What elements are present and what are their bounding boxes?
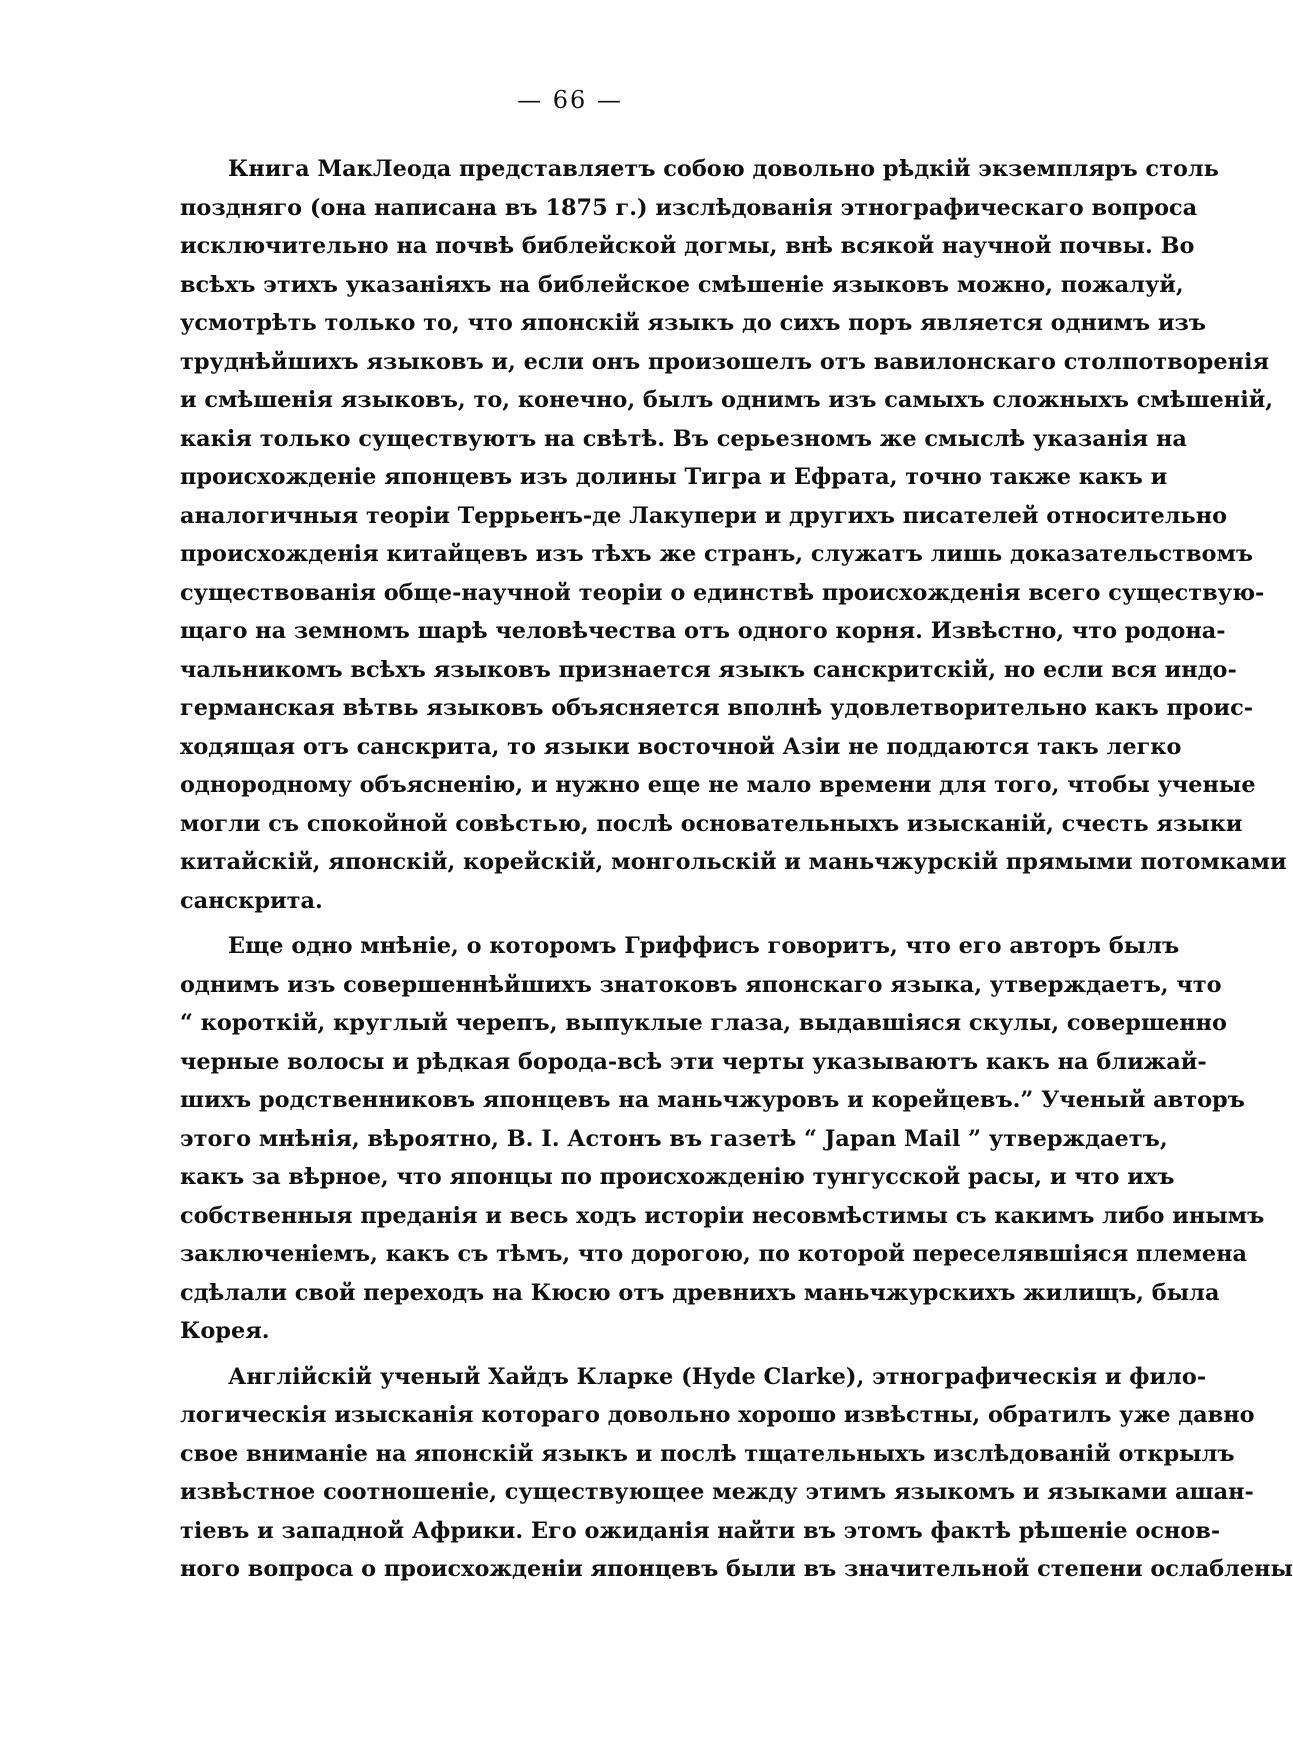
paragraph-line: существованія обще-научной теоріи о единствѣ происхожденія всего существую- bbox=[180, 579, 1265, 606]
paragraph-line: Англійскій ученый Хайдъ Кларке (Hyde Clarke), этнографическія и фило- bbox=[228, 1363, 1207, 1390]
paragraph-2 bbox=[180, 927, 1265, 1351]
paragraph-1 bbox=[180, 150, 1287, 920]
paragraph-line: логическія изысканія котораго довольно хорошо извѣстны, обратилъ уже давно bbox=[180, 1402, 1255, 1428]
paragraph-line: заключеніемъ, какъ съ тѣмъ, что дорогою, по которой переселявшіяся племена bbox=[180, 1241, 1248, 1267]
paragraph-line: исключительно на почвѣ библейской догмы, внѣ всякой научной почвы. Во bbox=[180, 233, 1195, 259]
paragraph-line: щаго на земномъ шарѣ человѣчества отъ одного корня. Извѣстно, что родона- bbox=[180, 618, 1226, 644]
paragraph-line: извѣстное соотношеніе, существующее между этимъ языкомъ и языками ашан- bbox=[180, 1479, 1254, 1505]
paragraph-line: усмотрѣть только то, что японскій языкъ до сихъ поръ является однимъ изъ bbox=[180, 310, 1206, 336]
paragraph-line: шихъ родственниковъ японцевъ на маньчжуровъ и корейцевъ.” Ученый авторъ bbox=[180, 1087, 1245, 1113]
paragraph-line: китайскій, японскій, корейскій, монгольскій и маньчжурскій прямыми потомками bbox=[180, 849, 1287, 875]
paragraph-line: ходящая отъ санскрита, то языки восточной Азіи не поддаются такъ легко bbox=[180, 733, 1182, 760]
paragraph-line: свое вниманіе на японскій языкъ и послѣ тщательныхъ изслѣдованій открылъ bbox=[180, 1440, 1235, 1467]
paragraph-line: происхожденіе японцевъ изъ долины Тигра и Ефрата, точно также какъ и bbox=[180, 464, 1168, 490]
paragraph-line: собственныя преданія и весь ходъ исторіи несовмѣстимы съ какимъ либо инымъ bbox=[180, 1202, 1265, 1229]
paragraph-line: однородному объясненію, и нужно еще не мало времени для того, чтобы ученые bbox=[180, 772, 1256, 798]
page-number: — 66 — bbox=[517, 86, 623, 114]
paragraph-line: германская вѣтвь языковъ объясняется вполнѣ удовлетворительно какъ проис- bbox=[180, 695, 1254, 721]
paragraph-line: черные волосы и рѣдкая борода-всѣ эти черты указываютъ какъ на ближай- bbox=[180, 1048, 1207, 1075]
paragraph-line: аналогичныя теоріи Террьенъ-де Лакупери и другихъ писателей относительно bbox=[180, 502, 1228, 529]
paragraph-line: какія только существуютъ на свѣтѣ. Въ серьезномъ же смыслѣ указанія на bbox=[180, 425, 1187, 452]
paragraph-line: поздняго (она написана въ 1875 г.) изслѣдованія этнографическаго вопроса bbox=[180, 194, 1198, 221]
paragraph-line: Корея. bbox=[180, 1318, 270, 1344]
paragraph-line: Книга МакЛеода представляетъ собою довольно рѣдкій экземпляръ столь bbox=[228, 156, 1219, 182]
paragraph-line: чальникомъ всѣхъ языковъ признается языкъ санскритскій, но если вся индо- bbox=[180, 656, 1237, 683]
paragraph-line: санскрита. bbox=[180, 887, 323, 914]
paragraph-line: могли съ спокойной совѣстью, послѣ основательныхъ изысканій, счесть языки bbox=[180, 810, 1243, 837]
paragraph-line: ного вопроса о происхожденіи японцевъ были въ значительной степени ослаблены bbox=[180, 1556, 1293, 1582]
paragraph-line: “ короткій, круглый черепъ, выпуклые глаза, выдавшіяся скулы, совершенно bbox=[180, 1010, 1227, 1036]
paragraph-line: Еще одно мнѣніе, о которомъ Гриффисъ говоритъ, что его авторъ былъ bbox=[228, 933, 1180, 959]
paragraph-3 bbox=[180, 1358, 1293, 1589]
paragraph-line: тіевъ и западной Африки. Его ожиданія найти въ этомъ фактѣ рѣшеніе основ- bbox=[180, 1517, 1221, 1544]
paragraph-line: однимъ изъ совершеннѣйшихъ знатоковъ японскаго языка, утверждаетъ, что bbox=[180, 971, 1222, 998]
paragraph-line: труднѣйшихъ языковъ и, если онъ произошелъ отъ вавилонскаго столпотворенія bbox=[180, 348, 1269, 375]
paragraph-line: этого мнѣнія, вѣроятно, В. І. Астонъ въ газетѣ “ Japan Mail ” утверждаетъ, bbox=[180, 1125, 1168, 1152]
paragraph-line: сдѣлали свой переходъ на Кюсю отъ древнихъ маньчжурскихъ жилищъ, была bbox=[180, 1279, 1220, 1306]
paragraph-line: какъ за вѣрное, что японцы по происхожденію тунгусской расы, и что ихъ bbox=[180, 1164, 1175, 1190]
paragraph-line: происхожденія китайцевъ изъ тѣхъ же странъ, служатъ лишь доказательствомъ bbox=[180, 541, 1254, 567]
text-body bbox=[180, 150, 1293, 1596]
paragraph-line: всѣхъ этихъ указаніяхъ на библейское смѣшеніе языковъ можно, пожалуй, bbox=[180, 271, 1184, 298]
paragraph-line: и смѣшенія языковъ, то, конечно, былъ однимъ изъ самыхъ сложныхъ смѣшеній, bbox=[180, 387, 1274, 413]
